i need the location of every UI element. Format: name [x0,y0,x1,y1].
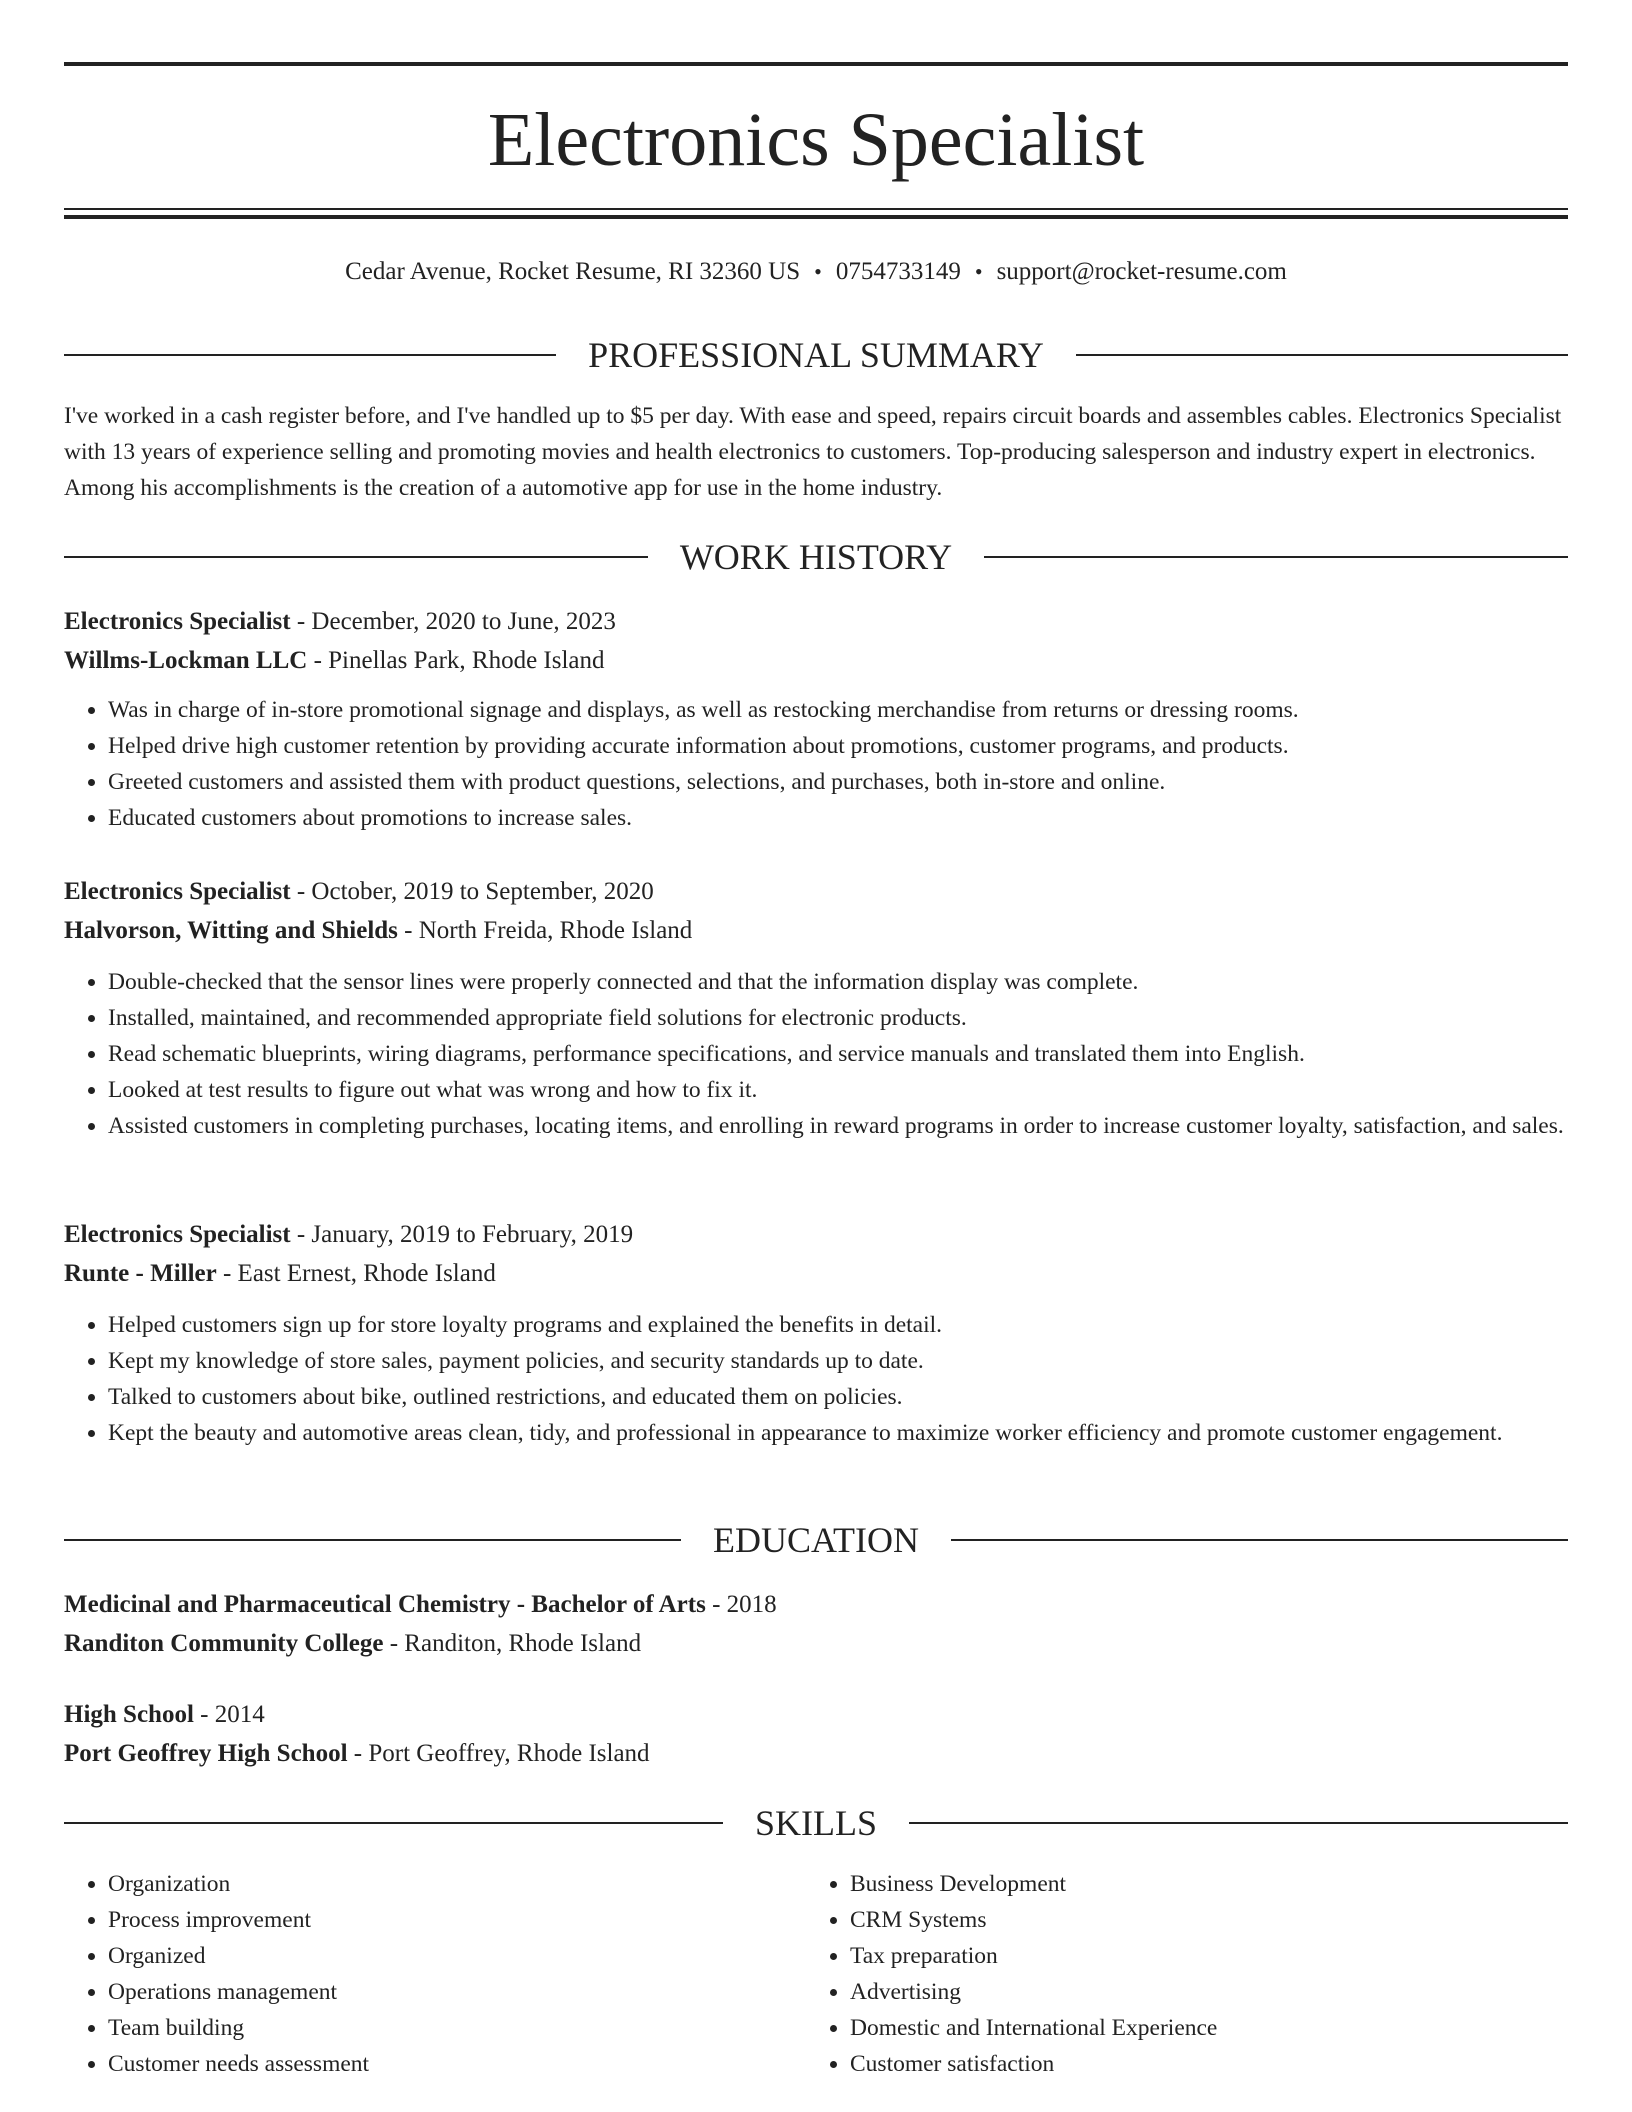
education-school-line [64,1624,1568,1663]
skills-heading [64,1803,1568,1843]
title-rule-upper [64,208,1568,210]
job-bullet: • Educated customers about promotions to increase sales. [108,800,1568,836]
summary-text: I've worked in a cash register before, and I've handled up to $5 per day. With ease and speed, repairs circuit boards and assembles cables. Electronics Specialist with 13 years of experience selling and promoting movies and health electronics to customers. Top-producing salesperson and industry expert in electronics. Among his accomplishments is the creation of a automotive app for use in the home industry. [64,403,1562,501]
job-title: Electronics Specialist [64,1221,291,1248]
education-heading-label: EDUCATION [713,1520,919,1560]
job-entry [64,602,1568,836]
job-entry [64,1215,1568,1451]
education-degree: Medicinal and Pharmaceutical Chemistry - Bachelor of Arts [64,1591,706,1618]
skill-item: • Team building [108,2010,806,2046]
summary-heading-label: PROFESSIONAL SUMMARY [588,335,1044,375]
education-location: - Randiton, Rhode Island [383,1630,642,1657]
skill-item: • Domestic and International Experience [850,2010,1548,2046]
job-bullet: • Was in charge of in-store promotional signage and displays, as well as restocking merchandise from returns or dressing rooms. [108,692,1568,728]
job-bullet: • Read schematic blueprints, wiring diagrams, performance specifications, and service manuals and translated them into English. [108,1036,1568,1072]
job-company: Halvorson, Witting and Shields [64,917,398,944]
education-year: - 2014 [193,1701,265,1728]
skill-item: • CRM Systems [850,1902,1548,1938]
job-title-line [64,602,1568,641]
job-title: Electronics Specialist [64,608,291,635]
education-school: Randiton Community College [64,1630,384,1657]
job-dates: - December, 2020 to June, 2023 [290,608,616,635]
heading-rule [64,354,556,356]
job-bullet: • Helped drive high customer retention by providing accurate information about promotions, customer programs, and products. [108,728,1568,764]
job-company-line [64,641,1568,680]
contact-email: support@rocket-resume.com [996,258,1287,285]
skills-column-right [806,1866,1548,2082]
heading-rule [64,556,648,558]
contact-line [64,254,1568,290]
job-bullet: • Greeted customers and assisted them with product questions, selections, and purchases, both in-store and online. [108,764,1568,800]
job-bullet: • Assisted customers in completing purchases, locating items, and enrolling in reward programs in order to increase customer loyalty, satisfaction, and sales. [108,1108,1568,1144]
contact-separator: • [814,259,822,284]
heading-rule [1076,354,1568,356]
contact-address: Cedar Avenue, Rocket Resume, RI 32360 US [345,258,801,285]
job-bullet: • Kept the beauty and automotive areas clean, tidy, and professional in appearance to maximize worker efficiency and promote customer engagement. [108,1415,1568,1451]
skill-item: • Organized [108,1938,806,1974]
education-entry [64,1695,1568,1773]
education-degree-line [64,1585,1568,1624]
page-title: Electronics Specialist [487,98,1145,182]
summary-heading [64,335,1568,375]
heading-rule [951,1539,1568,1541]
contact-separator: • [974,259,983,284]
education-school: Port Geoffrey High School [64,1740,348,1767]
skill-item: • Customer satisfaction [850,2046,1548,2082]
work-history-heading [64,537,1568,577]
education-year: - 2018 [705,1591,777,1618]
education-location: - Port Geoffrey, Rhode Island [347,1740,650,1767]
heading-rule [984,556,1568,558]
education-entry [64,1585,1568,1663]
skill-item: • Operations management [108,1974,806,2010]
job-bullet: • Kept my knowledge of store sales, payment policies, and security standards up to date. [108,1343,1568,1379]
contact-phone: 0754733149 [835,258,961,285]
heading-rule [64,1539,681,1541]
education-heading [64,1520,1568,1560]
job-location: - North Freida, Rhode Island [397,917,693,944]
job-title: Electronics Specialist [64,878,291,905]
education-degree: High School [64,1701,194,1728]
job-bullet: • Looked at test results to figure out what was wrong and how to fix it. [108,1072,1568,1108]
skills-column-left [64,1866,806,2082]
job-bullets [64,964,1568,1144]
skill-item: • Process improvement [108,1902,806,1938]
job-bullet: • Installed, maintained, and recommended appropriate field solutions for electronic products. [108,1000,1568,1036]
skill-item: • Business Development [850,1866,1548,1902]
education-degree-line [64,1695,1568,1734]
job-entry [64,872,1568,1144]
job-dates: - October, 2019 to September, 2020 [290,878,654,905]
skill-item: • Customer needs assessment [108,2046,806,2082]
top-rule [64,62,1568,66]
job-bullet: • Helped customers sign up for store loyalty programs and explained the benefits in detail. [108,1307,1568,1343]
skill-item: • Advertising [850,1974,1548,2010]
job-location: - Pinellas Park, Rhode Island [307,647,605,674]
skill-item: • Organization [108,1866,806,1902]
job-bullets [64,692,1568,836]
heading-rule [909,1822,1568,1824]
job-bullet: • Talked to customers about bike, outlined restrictions, and educated them on policies. [108,1379,1568,1415]
skills-list [64,1866,1568,2082]
job-title-line [64,872,1568,911]
skill-item: • Tax preparation [850,1938,1548,1974]
job-dates: - January, 2019 to February, 2019 [290,1221,634,1248]
job-bullets [64,1307,1568,1451]
work-history-heading-label: WORK HISTORY [679,537,953,577]
education-school-line [64,1734,1568,1773]
skills-heading-label: SKILLS [755,1803,878,1843]
job-title-line [64,1215,1568,1254]
job-company: Willms-Lockman LLC [64,647,308,674]
job-location: - East Ernest, Rhode Island [216,1260,496,1287]
job-company: Runte - Miller [64,1260,217,1287]
job-bullet: • Double-checked that the sensor lines were properly connected and that the information display was complete. [108,964,1568,1000]
job-company-line [64,911,1568,950]
title-rule-lower [64,215,1568,219]
heading-rule [64,1822,723,1824]
job-company-line [64,1254,1568,1293]
